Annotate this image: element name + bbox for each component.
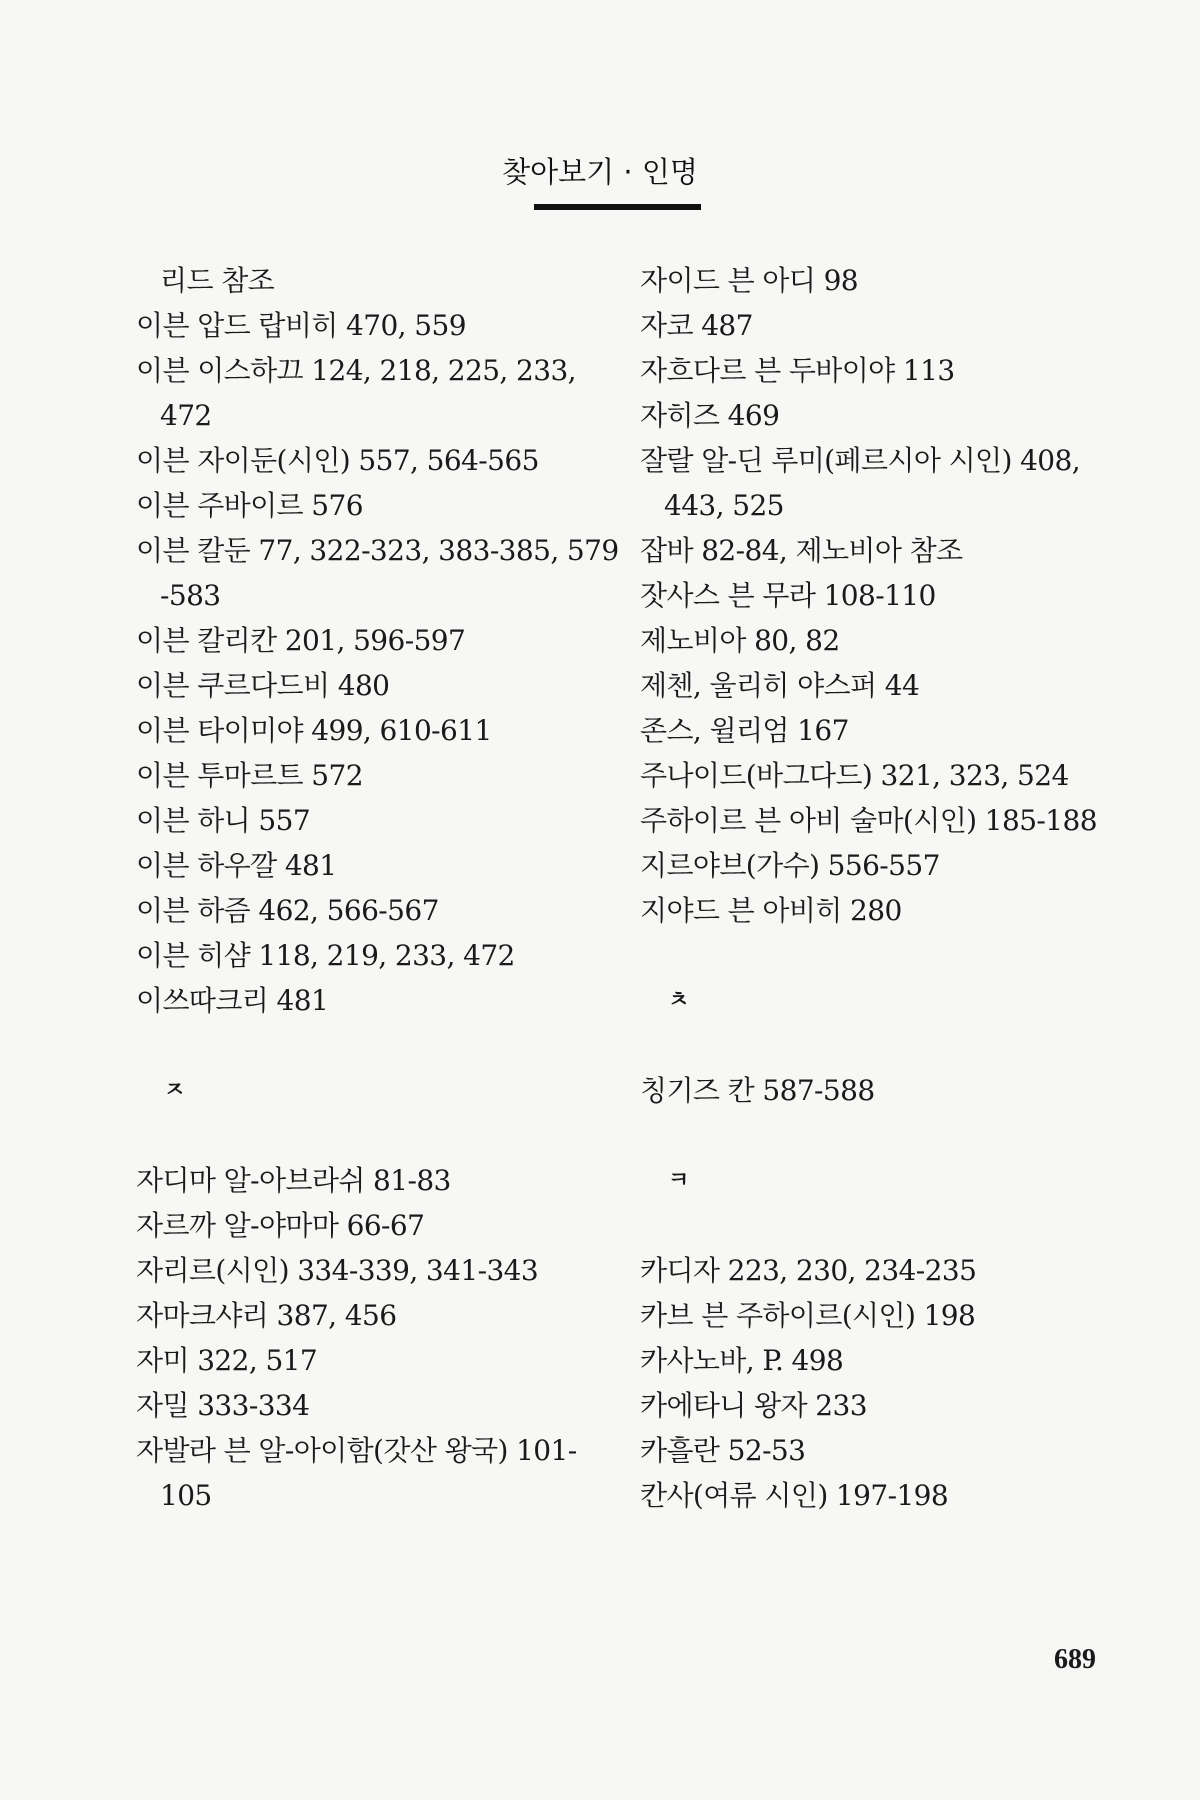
blank-line [640,1203,1100,1248]
index-entry: 이븐 자이둔(시인) 557, 564-565 [136,444,539,477]
index-entry: 제첸, 울리히 야스퍼 44 [640,669,920,702]
index-entry: 칸사(여류 시인) 197-198 [640,1479,949,1512]
blank-line [640,1113,1100,1158]
index-entry: 이븐 압드 랍비히 470, 559 [136,309,466,342]
index-entry: 존스, 윌리엄 167 [640,714,849,747]
page-number: 689 [1054,1644,1096,1675]
index-entry: 주하이르 븐 아비 술마(시인) 185-188 [640,804,1097,837]
index-entry: 잘랄 알-딘 루미(페르시아 시인) 408, [640,444,1081,477]
index-entry: 자디마 알-아브라쉬 81-83 [136,1164,451,1197]
section-heading: ㅋ [668,1168,689,1193]
section-heading: ㅊ [668,988,689,1013]
index-entry: 이븐 칼리칸 201, 596-597 [136,624,466,657]
section-heading: ㅈ [164,1078,185,1103]
index-entry: 이븐 투마르트 572 [136,759,363,792]
title-underline [534,204,701,210]
blank-line [136,1023,606,1068]
index-entry: 자르까 알-야마마 66-67 [136,1209,425,1242]
index-entry: 자밀 333-334 [136,1389,310,1422]
index-entry: 지르야브(가수) 556-557 [640,849,940,882]
index-entry: 주나이드(바그다드) 321, 323, 524 [640,759,1069,792]
index-entry: 카사노바, P. 498 [640,1344,844,1377]
index-entry-continuation: 472 [160,399,212,432]
index-entry: 잡바 82-84, 제노비아 참조 [640,534,963,567]
index-entry: 자발라 븐 알-아이함(갓산 왕국) 101- [136,1434,577,1467]
index-entry: 자이드 븐 아디 98 [640,264,859,297]
index-entry: 제노비아 80, 82 [640,624,840,657]
index-entry: 지야드 븐 아비히 280 [640,894,902,927]
blank-line [640,1023,1100,1068]
index-entry-continuation: -583 [160,579,221,612]
page-title: 찾아보기 · 인명 [502,155,698,189]
blank-line [136,1113,606,1158]
index-entry: 이븐 히샴 118, 219, 233, 472 [136,939,515,972]
index-entry: 자흐다르 븐 두바이야 113 [640,354,955,387]
index-entry-continuation: 리드 참조 [160,264,275,297]
index-entry: 이븐 타이미야 499, 610-611 [136,714,492,747]
index-entry: 카디자 223, 230, 234-235 [640,1254,977,1287]
index-column-left [136,258,619,1518]
blank-line [640,933,1100,978]
index-column-right [640,258,1100,1518]
index-entry: 이븐 주바이르 576 [136,489,363,522]
index-entry: 이븐 하우깔 481 [136,849,337,882]
index-entry: 잣사스 븐 무라 108-110 [640,579,936,612]
index-entry: 자마크샤리 387, 456 [136,1299,397,1332]
index-entry: 이븐 이스하끄 124, 218, 225, 233, [136,354,576,387]
index-entry: 자코 487 [640,309,753,342]
index-entry: 카흘란 52-53 [640,1434,806,1467]
index-entry: 이븐 쿠르다드비 480 [136,669,390,702]
index-entry: 이븐 하즘 462, 566-567 [136,894,439,927]
index-entry: 자미 322, 517 [136,1344,318,1377]
index-entry-continuation: 105 [160,1479,212,1512]
index-entry: 자히즈 469 [640,399,780,432]
page-header [0,150,1200,191]
index-entry: 자리르(시인) 334-339, 341-343 [136,1254,539,1287]
index-entry: 이븐 칼둔 77, 322-323, 383-385, 579 [136,534,619,567]
index-entry: 이쓰따크리 481 [136,984,329,1017]
index-entry: 카에타니 왕자 233 [640,1389,867,1422]
index-entry: 칭기즈 칸 587-588 [640,1074,875,1107]
index-entry: 카브 븐 주하이르(시인) 198 [640,1299,976,1332]
index-entry: 이븐 하니 557 [136,804,311,837]
index-entry-continuation: 443, 525 [664,489,784,522]
